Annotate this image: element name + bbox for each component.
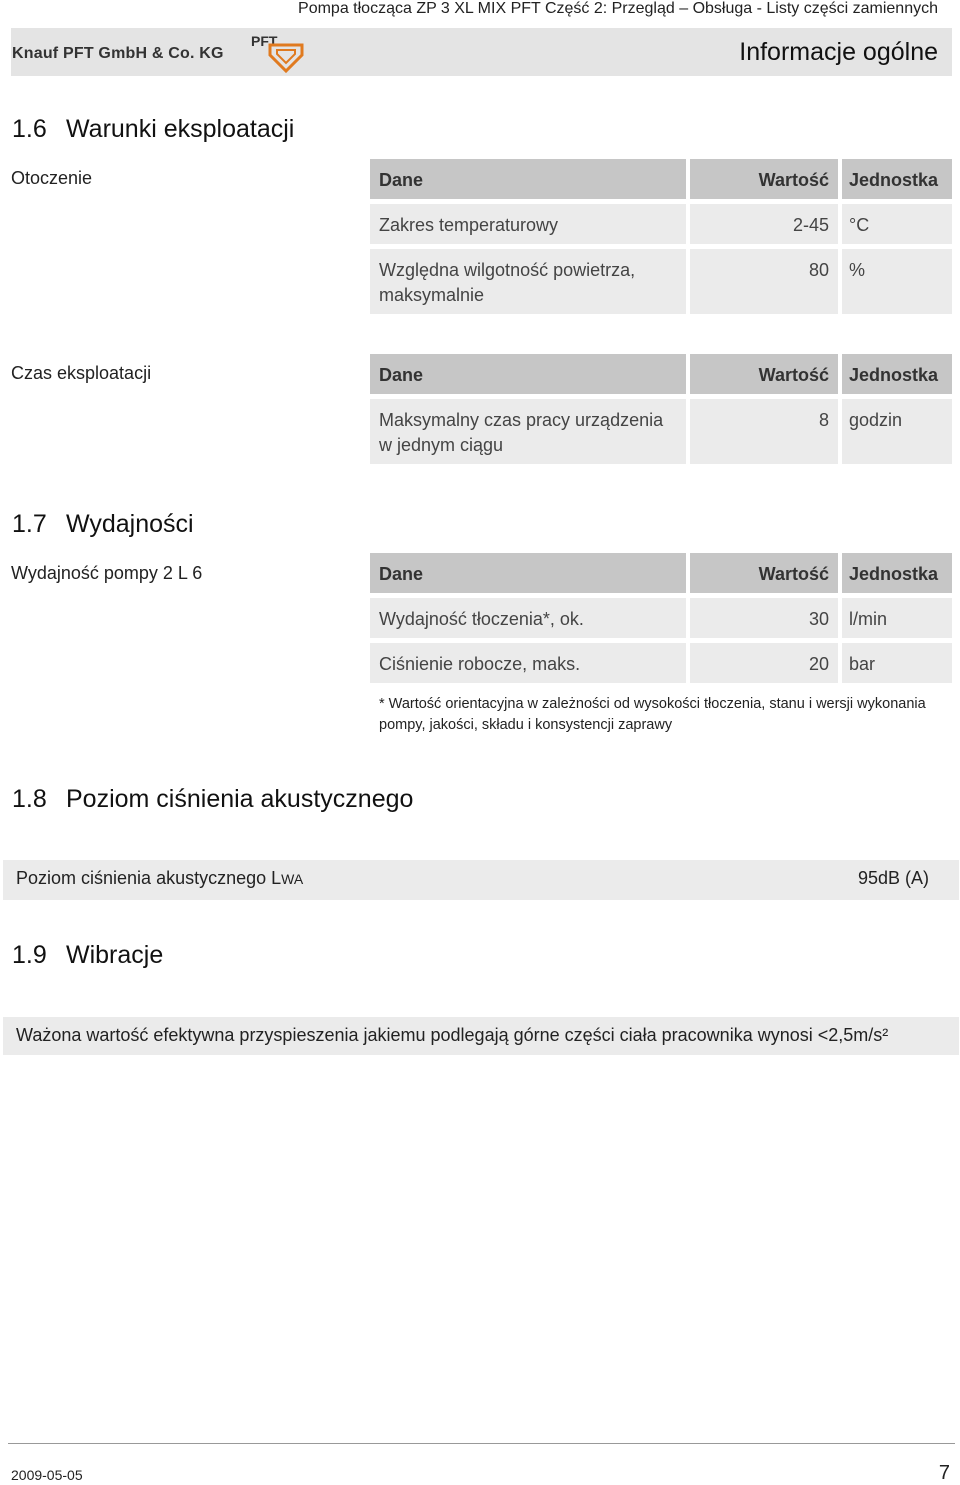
col-header-jednostka: Jednostka: [842, 159, 952, 199]
page-number: 7: [938, 1462, 950, 1484]
col-header-jednostka: Jednostka: [842, 553, 952, 593]
cell-data: Zakres temperaturowy: [370, 204, 686, 244]
heading-1-6: 1.6 Warunki eksploatacji: [12, 115, 295, 143]
cell-unit: l/min: [842, 598, 952, 638]
sound-pressure-label: Poziom ciśnienia akustycznego LWA: [16, 868, 304, 888]
cell-value: 8: [690, 399, 838, 464]
cell-data: Ciśnienie robocze, maks.: [370, 643, 686, 683]
heading-1-7: 1.7 Wydajności: [12, 510, 194, 538]
cell-value: 30: [690, 598, 838, 638]
heading-1-8: 1.8 Poziom ciśnienia akustycznego: [12, 785, 414, 813]
col-header-wartosc: Wartość: [690, 553, 838, 593]
col-header-dane: Dane: [370, 354, 686, 394]
cell-data: Wydajność tłoczenia*, ok.: [370, 598, 686, 638]
col-header-dane: Dane: [370, 159, 686, 199]
col-header-dane: Dane: [370, 553, 686, 593]
cell-value: 2-45: [690, 204, 838, 244]
footer-divider: [8, 1443, 955, 1444]
logo-text: PFT: [251, 33, 278, 49]
cell-unit: °C: [842, 204, 952, 244]
sound-pressure-row: [3, 860, 959, 900]
label-czas-eksploatacji: Czas eksploatacji: [11, 363, 152, 383]
cell-value: 80: [690, 249, 838, 314]
cell-data: Względna wilgotność powietrza, maksymalnie: [370, 249, 686, 314]
cell-value: 20: [690, 643, 838, 683]
section-title: Informacje ogólne: [739, 38, 938, 66]
cell-unit: godzin: [842, 399, 952, 464]
cell-unit: %: [842, 249, 952, 314]
heading-1-9: 1.9 Wibracje: [12, 941, 164, 969]
sound-pressure-value: 95dB (A): [857, 868, 929, 888]
label-otoczenie: Otoczenie: [11, 168, 93, 188]
col-header-wartosc: Wartość: [690, 159, 838, 199]
vibration-text: Ważona wartość efektywna przyspieszenia jakiemu podlegają górne części ciała pracownika wynosi <2,5m/s²: [16, 1025, 889, 1045]
footer-date: 2009-05-05: [11, 1467, 83, 1483]
company-name: Knauf PFT GmbH & Co. KG: [12, 45, 224, 62]
cell-data: Maksymalny czas pracy urządzenia w jednym ciągu: [370, 399, 686, 464]
footnote: * Wartość orientacyjna w zależności od wysokości tłoczenia, stanu i wersji wykonania pompy, jakości, składu i konsystencji zaprawy: [379, 696, 926, 733]
col-header-wartosc: Wartość: [690, 354, 838, 394]
cell-unit: bar: [842, 643, 952, 683]
pft-logo: [250, 33, 306, 78]
label-wydajnosc-pompy: Wydajność pompy 2 L 6: [11, 563, 203, 583]
vibration-row: [3, 1017, 959, 1055]
document-title: Pompa tłocząca ZP 3 XL MIX PFT Część 2: Przegląd – Obsługa - Listy części zamiennych: [298, 0, 938, 17]
col-header-jednostka: Jednostka: [842, 354, 952, 394]
